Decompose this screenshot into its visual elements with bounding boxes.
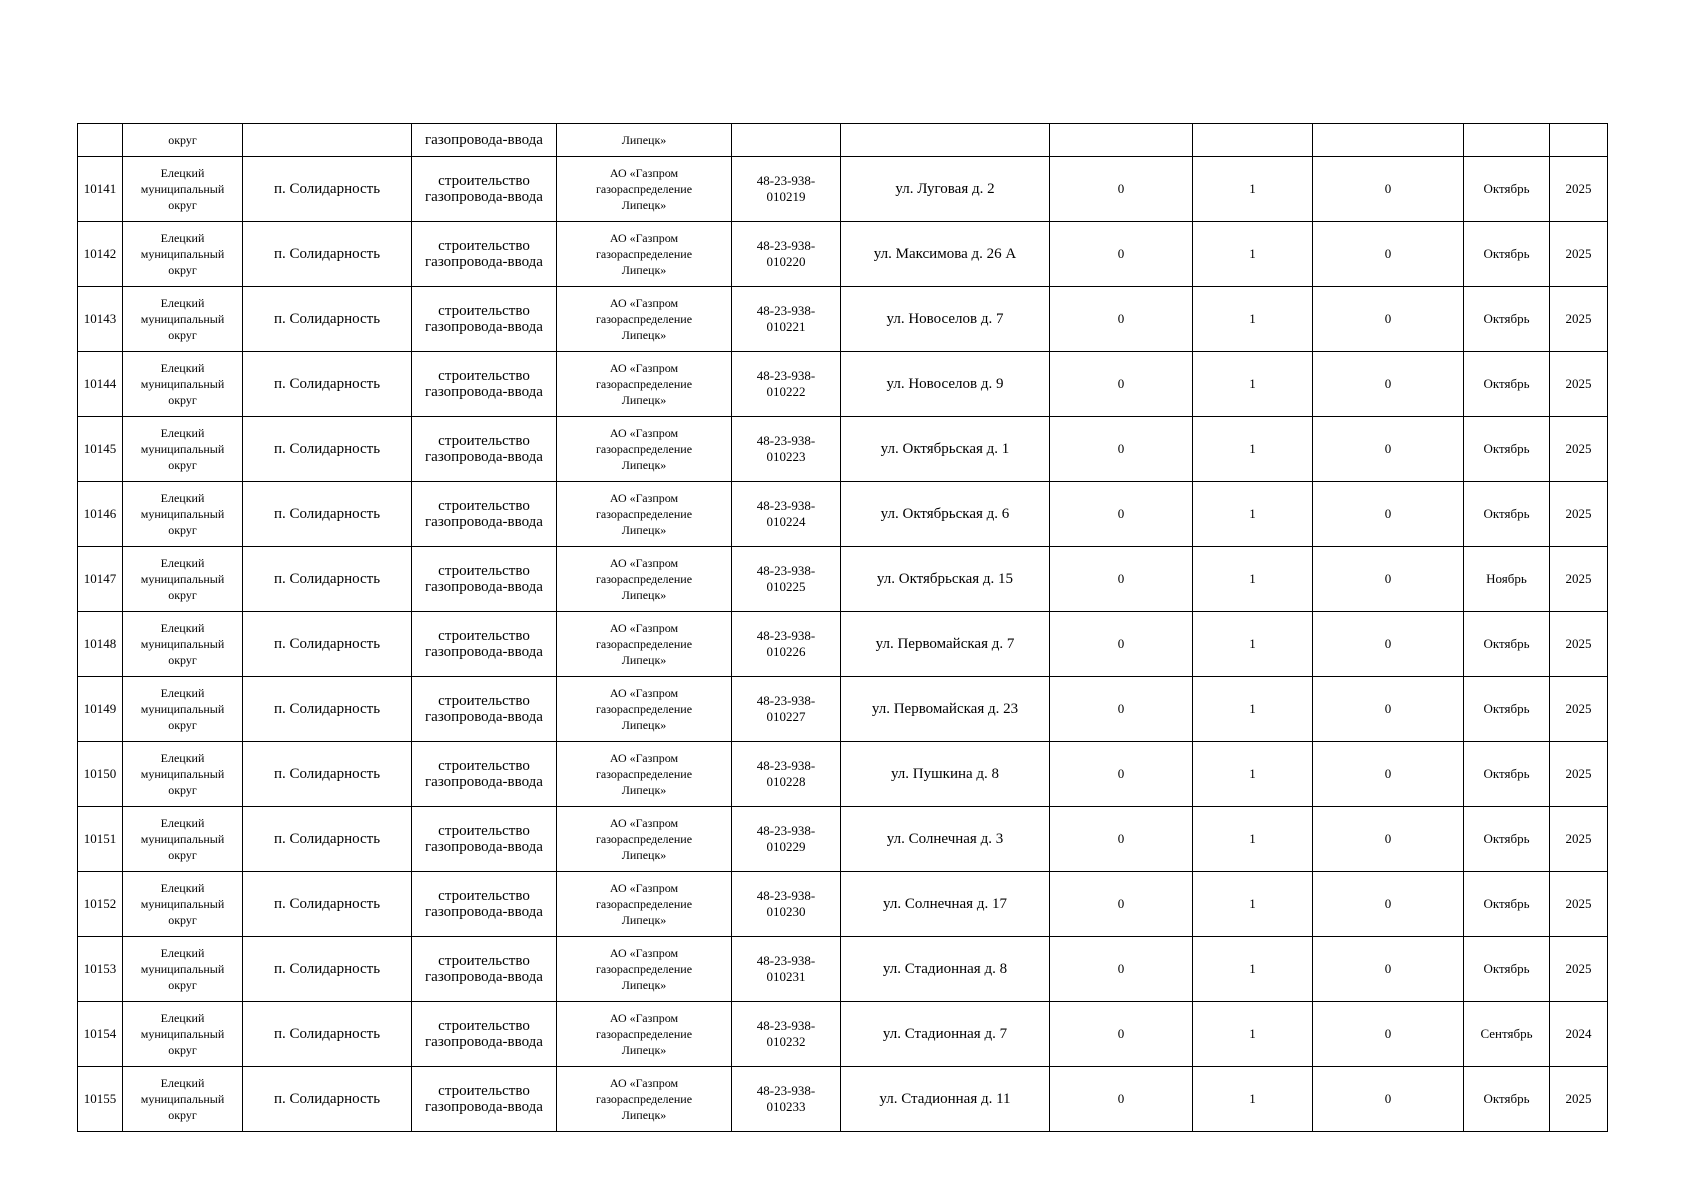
cell-num: 10145 bbox=[78, 417, 123, 482]
cell-year: 2025 bbox=[1550, 742, 1608, 807]
cell-code: 48-23-938- 010229 bbox=[732, 807, 841, 872]
cell-num: 10151 bbox=[78, 807, 123, 872]
cell-work: строительство газопровода-ввода bbox=[412, 1067, 557, 1132]
cell-num: 10153 bbox=[78, 937, 123, 1002]
cell-year: 2025 bbox=[1550, 612, 1608, 677]
cell-work: строительство газопровода-ввода bbox=[412, 482, 557, 547]
cell-v2: 1 bbox=[1193, 1067, 1313, 1132]
cell-address: ул. Первомайская д. 7 bbox=[841, 612, 1050, 677]
cell-v2: 1 bbox=[1193, 872, 1313, 937]
cell-district: Елецкий муниципальный округ bbox=[123, 1002, 243, 1067]
cell-v3: 0 bbox=[1313, 157, 1464, 222]
cell-v2 bbox=[1193, 124, 1313, 157]
cell-v3: 0 bbox=[1313, 807, 1464, 872]
cell-district: Елецкий муниципальный округ bbox=[123, 222, 243, 287]
cell-address: ул. Стадионная д. 7 bbox=[841, 1002, 1050, 1067]
cell-v3: 0 bbox=[1313, 612, 1464, 677]
cell-code: 48-23-938- 010231 bbox=[732, 937, 841, 1002]
table-row bbox=[78, 287, 1608, 352]
cell-year: 2024 bbox=[1550, 1002, 1608, 1067]
cell-v1: 0 bbox=[1050, 1067, 1193, 1132]
cell-month bbox=[1464, 124, 1550, 157]
table-row bbox=[78, 1002, 1608, 1067]
cell-code: 48-23-938- 010219 bbox=[732, 157, 841, 222]
cell-address: ул. Луговая д. 2 bbox=[841, 157, 1050, 222]
cell-month: Октябрь bbox=[1464, 677, 1550, 742]
cell-v3: 0 bbox=[1313, 222, 1464, 287]
cell-settlement: п. Солидарность bbox=[243, 1002, 412, 1067]
cell-settlement: п. Солидарность bbox=[243, 1067, 412, 1132]
cell-work: строительство газопровода-ввода bbox=[412, 157, 557, 222]
cell-address: ул. Октябрьская д. 6 bbox=[841, 482, 1050, 547]
cell-address: ул. Октябрьская д. 15 bbox=[841, 547, 1050, 612]
cell-month: Октябрь bbox=[1464, 482, 1550, 547]
cell-v2: 1 bbox=[1193, 157, 1313, 222]
cell-num: 10155 bbox=[78, 1067, 123, 1132]
cell-v3: 0 bbox=[1313, 352, 1464, 417]
cell-org: АО «Газпром газораспределение Липецк» bbox=[557, 222, 732, 287]
cell-settlement: п. Солидарность bbox=[243, 417, 412, 482]
cell-month: Сентябрь bbox=[1464, 1002, 1550, 1067]
cell-year bbox=[1550, 124, 1608, 157]
cell-work: строительство газопровода-ввода bbox=[412, 612, 557, 677]
cell-v3: 0 bbox=[1313, 417, 1464, 482]
cell-v3: 0 bbox=[1313, 742, 1464, 807]
cell-settlement: п. Солидарность bbox=[243, 872, 412, 937]
cell-org: АО «Газпром газораспределение Липецк» bbox=[557, 1067, 732, 1132]
cell-settlement: п. Солидарность bbox=[243, 677, 412, 742]
cell-org: АО «Газпром газораспределение Липецк» bbox=[557, 612, 732, 677]
cell-org: АО «Газпром газораспределение Липецк» bbox=[557, 807, 732, 872]
cell-address: ул. Новоселов д. 9 bbox=[841, 352, 1050, 417]
cell-org: АО «Газпром газораспределение Липецк» bbox=[557, 287, 732, 352]
cell-settlement: п. Солидарность bbox=[243, 287, 412, 352]
cell-code: 48-23-938- 010227 bbox=[732, 677, 841, 742]
cell-v3: 0 bbox=[1313, 547, 1464, 612]
cell-v1: 0 bbox=[1050, 677, 1193, 742]
table-row bbox=[78, 352, 1608, 417]
cell-year: 2025 bbox=[1550, 222, 1608, 287]
cell-district: Елецкий муниципальный округ bbox=[123, 742, 243, 807]
cell-year: 2025 bbox=[1550, 1067, 1608, 1132]
cell-v2: 1 bbox=[1193, 222, 1313, 287]
cell-district: Елецкий муниципальный округ bbox=[123, 352, 243, 417]
cell-month: Октябрь bbox=[1464, 222, 1550, 287]
cell-v3: 0 bbox=[1313, 677, 1464, 742]
cell-v2: 1 bbox=[1193, 482, 1313, 547]
cell-org: АО «Газпром газораспределение Липецк» bbox=[557, 482, 732, 547]
cell-v3: 0 bbox=[1313, 1067, 1464, 1132]
cell-v3 bbox=[1313, 124, 1464, 157]
cell-v1: 0 bbox=[1050, 1002, 1193, 1067]
cell-work: строительство газопровода-ввода bbox=[412, 352, 557, 417]
cell-district: Елецкий муниципальный округ bbox=[123, 937, 243, 1002]
cell-org: АО «Газпром газораспределение Липецк» bbox=[557, 352, 732, 417]
cell-num: 10148 bbox=[78, 612, 123, 677]
table-row bbox=[78, 1067, 1608, 1132]
cell-address: ул. Пушкина д. 8 bbox=[841, 742, 1050, 807]
cell-num: 10146 bbox=[78, 482, 123, 547]
cell-work: газопровода-ввода bbox=[412, 124, 557, 157]
cell-settlement: п. Солидарность bbox=[243, 612, 412, 677]
cell-num: 10149 bbox=[78, 677, 123, 742]
cell-v1: 0 bbox=[1050, 352, 1193, 417]
cell-year: 2025 bbox=[1550, 417, 1608, 482]
cell-district: Елецкий муниципальный округ bbox=[123, 1067, 243, 1132]
cell-month: Октябрь bbox=[1464, 872, 1550, 937]
cell-v1: 0 bbox=[1050, 612, 1193, 677]
cell-v1: 0 bbox=[1050, 157, 1193, 222]
table-row bbox=[78, 612, 1608, 677]
cell-year: 2025 bbox=[1550, 547, 1608, 612]
cell-work: строительство газопровода-ввода bbox=[412, 937, 557, 1002]
cell-work: строительство газопровода-ввода bbox=[412, 1002, 557, 1067]
table-row bbox=[78, 677, 1608, 742]
cell-v2: 1 bbox=[1193, 612, 1313, 677]
cell-code: 48-23-938- 010233 bbox=[732, 1067, 841, 1132]
cell-year: 2025 bbox=[1550, 352, 1608, 417]
cell-num: 10144 bbox=[78, 352, 123, 417]
cell-v2: 1 bbox=[1193, 417, 1313, 482]
cell-code: 48-23-938- 010220 bbox=[732, 222, 841, 287]
cell-code: 48-23-938- 010223 bbox=[732, 417, 841, 482]
cell-num: 10152 bbox=[78, 872, 123, 937]
cell-month: Октябрь bbox=[1464, 807, 1550, 872]
cell-v1: 0 bbox=[1050, 742, 1193, 807]
cell-address: ул. Солнечная д. 17 bbox=[841, 872, 1050, 937]
cell-address: ул. Новоселов д. 7 bbox=[841, 287, 1050, 352]
cell-month: Октябрь bbox=[1464, 157, 1550, 222]
cell-district: Елецкий муниципальный округ bbox=[123, 677, 243, 742]
cell-v2: 1 bbox=[1193, 1002, 1313, 1067]
cell-year: 2025 bbox=[1550, 157, 1608, 222]
cell-address: ул. Максимова д. 26 А bbox=[841, 222, 1050, 287]
cell-settlement: п. Солидарность bbox=[243, 222, 412, 287]
cell-year: 2025 bbox=[1550, 482, 1608, 547]
cell-settlement: п. Солидарность bbox=[243, 482, 412, 547]
table-row bbox=[78, 547, 1608, 612]
cell-settlement: п. Солидарность bbox=[243, 352, 412, 417]
cell-v1: 0 bbox=[1050, 287, 1193, 352]
cell-address bbox=[841, 124, 1050, 157]
cell-year: 2025 bbox=[1550, 807, 1608, 872]
cell-v3: 0 bbox=[1313, 287, 1464, 352]
cell-district: округ bbox=[123, 124, 243, 157]
cell-v2: 1 bbox=[1193, 677, 1313, 742]
cell-work: строительство газопровода-ввода bbox=[412, 222, 557, 287]
cell-year: 2025 bbox=[1550, 287, 1608, 352]
cell-month: Октябрь bbox=[1464, 1067, 1550, 1132]
cell-v3: 0 bbox=[1313, 1002, 1464, 1067]
cell-code: 48-23-938- 010222 bbox=[732, 352, 841, 417]
table-row bbox=[78, 937, 1608, 1002]
cell-district: Елецкий муниципальный округ bbox=[123, 807, 243, 872]
cell-district: Елецкий муниципальный округ bbox=[123, 612, 243, 677]
cell-code: 48-23-938- 010225 bbox=[732, 547, 841, 612]
cell-v2: 1 bbox=[1193, 352, 1313, 417]
cell-v2: 1 bbox=[1193, 547, 1313, 612]
cell-code: 48-23-938- 010232 bbox=[732, 1002, 841, 1067]
cell-month: Октябрь bbox=[1464, 937, 1550, 1002]
cell-org: АО «Газпром газораспределение Липецк» bbox=[557, 937, 732, 1002]
cell-v3: 0 bbox=[1313, 872, 1464, 937]
table-row bbox=[78, 417, 1608, 482]
cell-month: Октябрь bbox=[1464, 352, 1550, 417]
cell-code: 48-23-938- 010228 bbox=[732, 742, 841, 807]
table-row bbox=[78, 482, 1608, 547]
cell-year: 2025 bbox=[1550, 872, 1608, 937]
cell-month: Ноябрь bbox=[1464, 547, 1550, 612]
cell-org: АО «Газпром газораспределение Липецк» bbox=[557, 157, 732, 222]
cell-v3: 0 bbox=[1313, 482, 1464, 547]
cell-v1: 0 bbox=[1050, 807, 1193, 872]
cell-month: Октябрь bbox=[1464, 287, 1550, 352]
cell-v1: 0 bbox=[1050, 417, 1193, 482]
cell-settlement: п. Солидарность bbox=[243, 937, 412, 1002]
cell-address: ул. Первомайская д. 23 bbox=[841, 677, 1050, 742]
cell-address: ул. Солнечная д. 3 bbox=[841, 807, 1050, 872]
cell-district: Елецкий муниципальный округ bbox=[123, 482, 243, 547]
table-row bbox=[78, 807, 1608, 872]
cell-settlement: п. Солидарность bbox=[243, 807, 412, 872]
cell-work: строительство газопровода-ввода bbox=[412, 677, 557, 742]
cell-num bbox=[78, 124, 123, 157]
cell-v1: 0 bbox=[1050, 547, 1193, 612]
cell-address: ул. Стадионная д. 11 bbox=[841, 1067, 1050, 1132]
cell-v1: 0 bbox=[1050, 937, 1193, 1002]
cell-v1: 0 bbox=[1050, 872, 1193, 937]
cell-org: АО «Газпром газораспределение Липецк» bbox=[557, 417, 732, 482]
cell-district: Елецкий муниципальный округ bbox=[123, 872, 243, 937]
gasification-table bbox=[77, 123, 1608, 1132]
cell-work: строительство газопровода-ввода bbox=[412, 872, 557, 937]
cell-code: 48-23-938- 010230 bbox=[732, 872, 841, 937]
cell-num: 10143 bbox=[78, 287, 123, 352]
cell-month: Октябрь bbox=[1464, 742, 1550, 807]
cell-org: АО «Газпром газораспределение Липецк» bbox=[557, 547, 732, 612]
cell-work: строительство газопровода-ввода bbox=[412, 742, 557, 807]
cell-v1: 0 bbox=[1050, 222, 1193, 287]
table-row bbox=[78, 222, 1608, 287]
cell-year: 2025 bbox=[1550, 677, 1608, 742]
cell-settlement: п. Солидарность bbox=[243, 742, 412, 807]
cell-v2: 1 bbox=[1193, 937, 1313, 1002]
cell-num: 10154 bbox=[78, 1002, 123, 1067]
cell-num: 10141 bbox=[78, 157, 123, 222]
cell-org: АО «Газпром газораспределение Липецк» bbox=[557, 1002, 732, 1067]
cell-month: Октябрь bbox=[1464, 612, 1550, 677]
cell-num: 10147 bbox=[78, 547, 123, 612]
cell-v2: 1 bbox=[1193, 742, 1313, 807]
cell-settlement: п. Солидарность bbox=[243, 547, 412, 612]
cell-work: строительство газопровода-ввода bbox=[412, 287, 557, 352]
table-row bbox=[78, 157, 1608, 222]
cell-district: Елецкий муниципальный округ bbox=[123, 287, 243, 352]
cell-v1 bbox=[1050, 124, 1193, 157]
cell-v2: 1 bbox=[1193, 287, 1313, 352]
cell-year: 2025 bbox=[1550, 937, 1608, 1002]
cell-work: строительство газопровода-ввода bbox=[412, 417, 557, 482]
cell-code bbox=[732, 124, 841, 157]
table-row bbox=[78, 742, 1608, 807]
cell-code: 48-23-938- 010226 bbox=[732, 612, 841, 677]
cell-num: 10142 bbox=[78, 222, 123, 287]
cell-org: Липецк» bbox=[557, 124, 732, 157]
cell-work: строительство газопровода-ввода bbox=[412, 807, 557, 872]
cell-district: Елецкий муниципальный округ bbox=[123, 157, 243, 222]
cell-district: Елецкий муниципальный округ bbox=[123, 547, 243, 612]
cell-address: ул. Октябрьская д. 1 bbox=[841, 417, 1050, 482]
cell-settlement bbox=[243, 124, 412, 157]
cell-district: Елецкий муниципальный округ bbox=[123, 417, 243, 482]
continuation-row bbox=[78, 124, 1608, 157]
cell-work: строительство газопровода-ввода bbox=[412, 547, 557, 612]
cell-v2: 1 bbox=[1193, 807, 1313, 872]
cell-v3: 0 bbox=[1313, 937, 1464, 1002]
cell-settlement: п. Солидарность bbox=[243, 157, 412, 222]
table-row bbox=[78, 872, 1608, 937]
cell-month: Октябрь bbox=[1464, 417, 1550, 482]
cell-code: 48-23-938- 010221 bbox=[732, 287, 841, 352]
cell-code: 48-23-938- 010224 bbox=[732, 482, 841, 547]
cell-org: АО «Газпром газораспределение Липецк» bbox=[557, 742, 732, 807]
cell-org: АО «Газпром газораспределение Липецк» bbox=[557, 677, 732, 742]
cell-v1: 0 bbox=[1050, 482, 1193, 547]
cell-num: 10150 bbox=[78, 742, 123, 807]
cell-address: ул. Стадионная д. 8 bbox=[841, 937, 1050, 1002]
cell-org: АО «Газпром газораспределение Липецк» bbox=[557, 872, 732, 937]
